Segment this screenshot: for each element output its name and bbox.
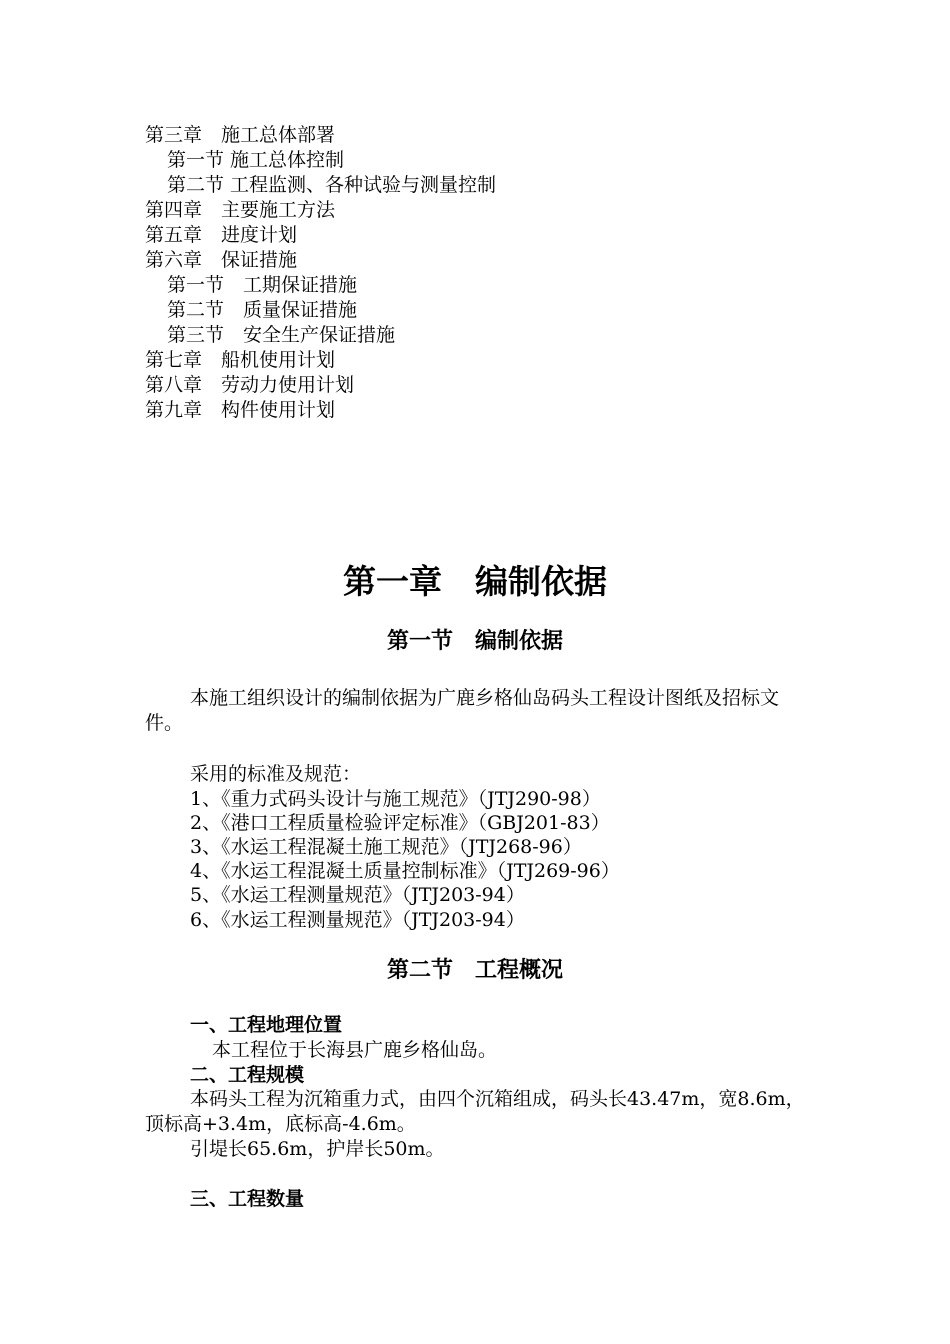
toc-item-chapter-6: 第六章 保证措施	[145, 249, 298, 271]
toc-item-section: 第二节 工程监测、各种试验与测量控制	[167, 174, 497, 196]
toc-item-chapter-5: 第五章 进度计划	[145, 224, 298, 246]
toc-item-section: 第二节 质量保证措施	[167, 299, 358, 321]
toc-item-chapter-7: 第七章 船机使用计划	[145, 349, 336, 371]
standard-item: 6、《水运工程测量规范》（JTJ203-94）	[190, 909, 525, 931]
standard-item: 1、《重力式码头设计与施工规范》（JTJ290-98）	[190, 788, 601, 810]
embankment-text: 引堤长65.6m，护岸长50m。	[190, 1138, 445, 1160]
intro-paragraph: 本施工组织设计的编制依据为广鹿乡格仙岛码头工程设计图纸及招标文件。	[145, 687, 780, 734]
standards-label: 采用的标准及规范：	[190, 763, 362, 785]
subsection-heading: 三、工程数量	[190, 1188, 305, 1210]
chapter-title: 第一章 编制依据	[343, 562, 607, 601]
standard-item: 4、《水运工程混凝土质量控制标准》（JTJ269-96）	[190, 860, 620, 882]
standard-item: 5、《水运工程测量规范》（JTJ203-94）	[190, 884, 525, 906]
toc-item-section: 第一节 施工总体控制	[167, 149, 345, 171]
toc-item-chapter-4: 第四章 主要施工方法	[145, 199, 336, 221]
scale-paragraph: 本码头工程为沉箱重力式，由四个沉箱组成，码头长43.47m，宽8.6m，顶标高+3.4m，底标高-4.6m。	[145, 1088, 805, 1135]
section-title: 第一节 编制依据	[386, 628, 563, 654]
standard-item: 3、《水运工程混凝土施工规范》（JTJ268-96）	[190, 836, 582, 858]
toc-item-chapter-9: 第九章 构件使用计划	[145, 399, 336, 421]
subsection-heading: 一、工程地理位置	[190, 1014, 343, 1036]
toc-item-section: 第一节 工期保证措施	[167, 274, 358, 296]
toc-item-chapter-3: 第三章 施工总体部署	[145, 124, 336, 146]
standard-item: 2、《港口工程质量检验评定标准》（GBJ201-83）	[190, 812, 610, 834]
section-title: 第二节 工程概况	[386, 957, 563, 983]
subsection-heading: 二、工程规模	[190, 1064, 305, 1086]
location-text: 本工程位于长海县广鹿乡格仙岛。	[212, 1039, 498, 1061]
toc-item-section: 第三节 安全生产保证措施	[167, 324, 396, 346]
toc-item-chapter-8: 第八章 劳动力使用计划	[145, 374, 355, 396]
